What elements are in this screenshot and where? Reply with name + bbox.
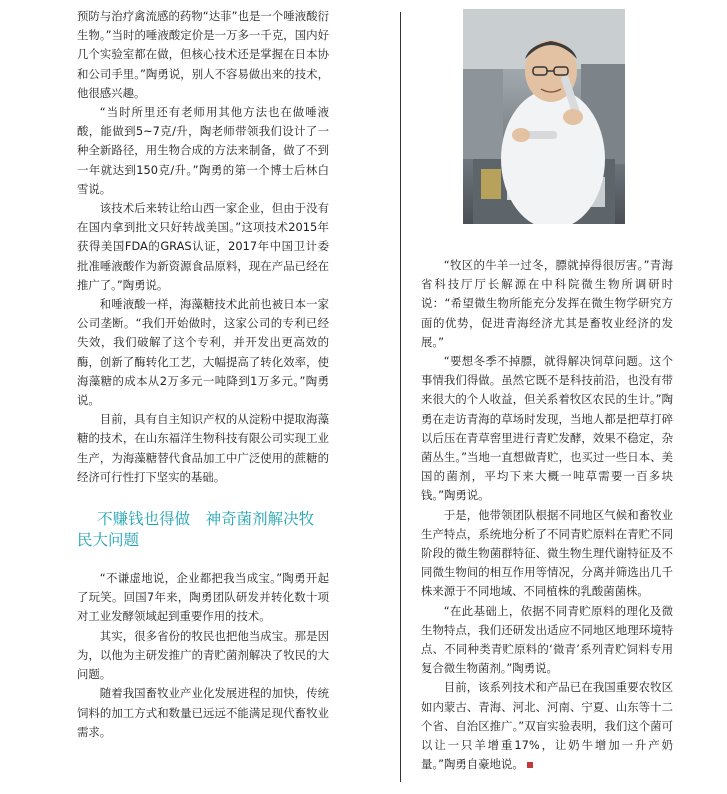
paragraph-text: 目前，该系列技术和产品已在我国重要农牧区如内蒙古、青海、河北、河南、宁夏、山东等十二个省、自治区推广。”双盲实验表明，我们这个菌可以让一只羊增重17%，让奶牛增加一升产奶量。”陶勇自豪地说。 xyxy=(421,680,673,772)
paragraph: “要想冬季不掉膘，就得解决饲草问题。这个事情我们得做。虽然它既不是科技前沿，也没有带来很大的个人收益，但关系着牧区农民的生计。”陶勇在走访青海的草场时发现，当地人都是把草打碎以后压在青草窖里进行青贮发酵，效果不稳定，杂菌丛生。”当地一直想做青贮，也买过一些日本、美国的菌剂，平均下来大概一吨草需要一百多块钱。”陶勇说。 xyxy=(421,354,673,503)
paragraph: “在此基础上，依据不同青贮原料的理化及微生物特点，我们还研发出适应不同地区地理环境特点、不同种类青贮原料的‘微青’系列青贮饲料专用复合微生物菌剂。”陶勇说。 xyxy=(421,603,673,676)
portrait-photo xyxy=(463,9,625,224)
right-column xyxy=(421,0,673,774)
paragraph: “不谦虚地说，企业都把我当成宝。”陶勇开起了玩笑。回国7年来，陶勇团队研发并转化数十项对工业发酵领域起到重要作用的技术。 xyxy=(77,571,329,624)
paragraph: 于是，他带领团队根据不同地区气候和畜牧业生产特点，系统地分析了不同青贮原料在青贮不同阶段的微生物菌群特征、微生物生理代谢特征及不同微生物间的相互作用等情况，分离并筛选出几千株来源于不同地域、不同植株的乳酸菌菌株。 xyxy=(421,507,673,599)
section-heading: 不赚钱也得做 神奇菌剂解决牧民大问题 xyxy=(77,510,315,550)
paragraph: 和唾液酸一样，海藻糖技术此前也被日本一家公司垄断。“我们开始做时，这家公司的专利已经失效，我们破解了这个专利，并开发出更高效的酶，创新了酶转化工艺，大幅提高了转化效率，使海藻糖的成本从2万多元一吨降到1万多元。”陶勇说。 xyxy=(77,297,329,408)
photo-illustration xyxy=(463,9,625,224)
paragraph: “当时所里还有老师用其他方法也在做唾液酸，能做到5~7克/升，陶老师带领我们设计了一种全新路径，用生物合成的方法来制备，做了不到一年就达到150克/升。”陶勇的第一个博士后林白雪说。 xyxy=(77,105,329,196)
paragraph: “牧区的牛羊一过冬，膘就掉得很厉害。”青海省科技厅厅长解源在中科院微生物所调研时说：“希望微生物所能充分发挥在微生物学研究方面的优势，促进青海经济尤其是畜牧业经济的发展。” xyxy=(421,258,673,349)
paragraph: 预防与治疗禽流感的药物“达菲”也是一个唾液酸衍生物。”当时的唾液酸定价是一万多一千克，国内好几个实验室都在做，但核心技术还是掌握在日本协和公司手里。”陶勇说，别人不容易做出来的技术，他很感兴趣。 xyxy=(77,9,329,100)
paragraph xyxy=(421,678,673,774)
paragraph: 随着我国畜牧业产业化发展进程的加快，传统饲料的加工方式和数量已远远不能满足现代畜牧业需求。 xyxy=(77,686,329,739)
paragraph: 目前，具有自主知识产权的从淀粉中提取海藻糖的技术，在山东福洋生物科技有限公司实现工业生产，为海藻糖替代食品加工中广泛使用的蔗糖的经济可行性打下坚实的基础。 xyxy=(77,412,329,484)
column-divider xyxy=(400,12,401,782)
paragraph: 该技术后来转让给山西一家企业，但由于没有在国内拿到批文只好转战美国。”这项技术2015年获得美国FDA的GRAS认证，2017年中国卫计委批准唾液酸作为新资源食品原料，现在产品已经在推广了。”陶勇说。 xyxy=(77,201,329,292)
article-end-mark-icon xyxy=(527,762,533,768)
paragraph: 其实，很多省份的牧民也把他当成宝。那是因为，以他为主研发推广的青贮菌剂解决了牧民的大问题。 xyxy=(77,628,329,682)
left-column xyxy=(77,7,329,742)
